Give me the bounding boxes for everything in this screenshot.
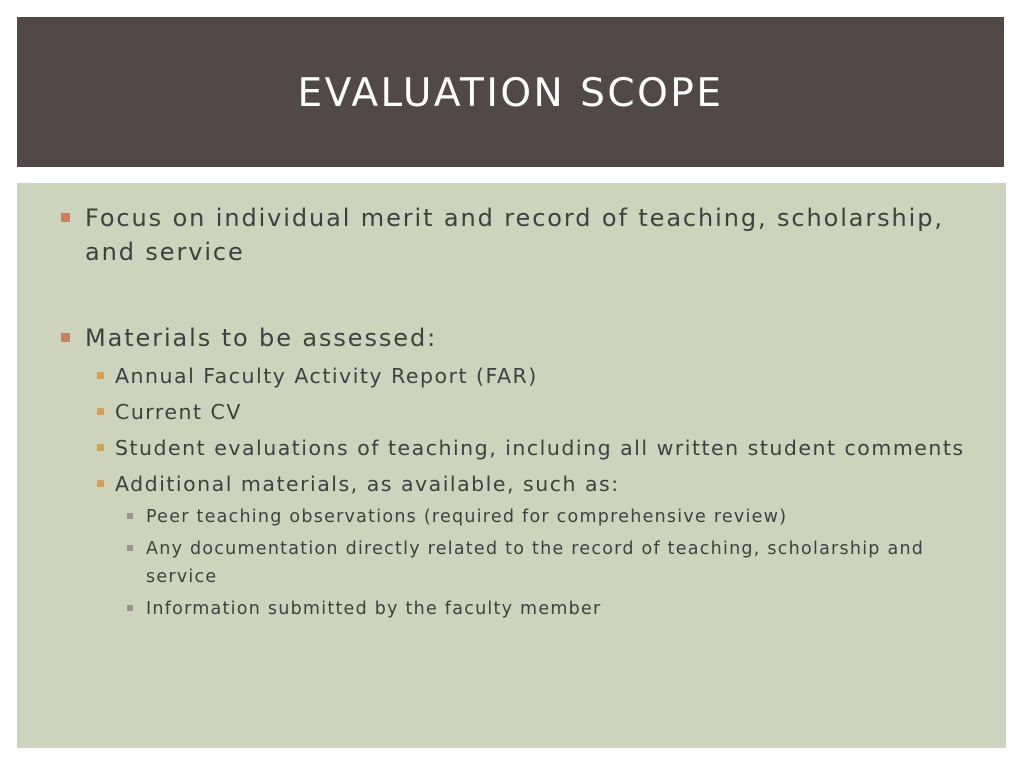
slide-title: EVALUATION SCOPE [297, 70, 724, 116]
title-bar [17, 17, 1004, 167]
square-bullet-icon [97, 408, 104, 415]
square-bullet-icon [127, 545, 133, 551]
square-bullet-icon [61, 213, 70, 222]
bullet-item [59, 201, 979, 269]
sub-bullet-list [85, 361, 979, 623]
square-bullet-icon [127, 513, 133, 519]
bullet-item [59, 321, 979, 623]
bullet-text: Focus on individual merit and record of teaching, scholarship, and service [85, 204, 944, 266]
content-area [17, 183, 1006, 748]
sub-bullet-item [85, 361, 979, 391]
bullet-text: Materials to be assessed: [85, 324, 438, 352]
square-bullet-icon [97, 372, 104, 379]
sub-bullet-item [85, 433, 979, 463]
sub-bullet-text: Annual Faculty Activity Report (FAR) [115, 364, 538, 388]
sub-sub-bullet-list [115, 503, 979, 623]
sub-bullet-text: Student evaluations of teaching, including all written student comments [115, 436, 965, 460]
sub-sub-bullet-item [115, 595, 979, 623]
sub-sub-bullet-text: Information submitted by the faculty member [146, 599, 602, 619]
bullet-list [59, 201, 979, 623]
square-bullet-icon [97, 480, 104, 487]
sub-bullet-text: Current CV [115, 400, 242, 424]
square-bullet-icon [97, 444, 104, 451]
sub-bullet-text: Additional materials, as available, such as: [115, 472, 620, 496]
sub-bullet-item [85, 469, 979, 623]
sub-sub-bullet-text: Peer teaching observations (required for comprehensive review) [146, 507, 788, 527]
sub-sub-bullet-item [115, 503, 979, 531]
sub-bullet-item [85, 397, 979, 427]
square-bullet-icon [61, 333, 70, 342]
square-bullet-icon [127, 605, 133, 611]
sub-sub-bullet-text: Any documentation directly related to the record of teaching, scholarship and service [146, 539, 925, 587]
sub-sub-bullet-item [115, 535, 979, 591]
